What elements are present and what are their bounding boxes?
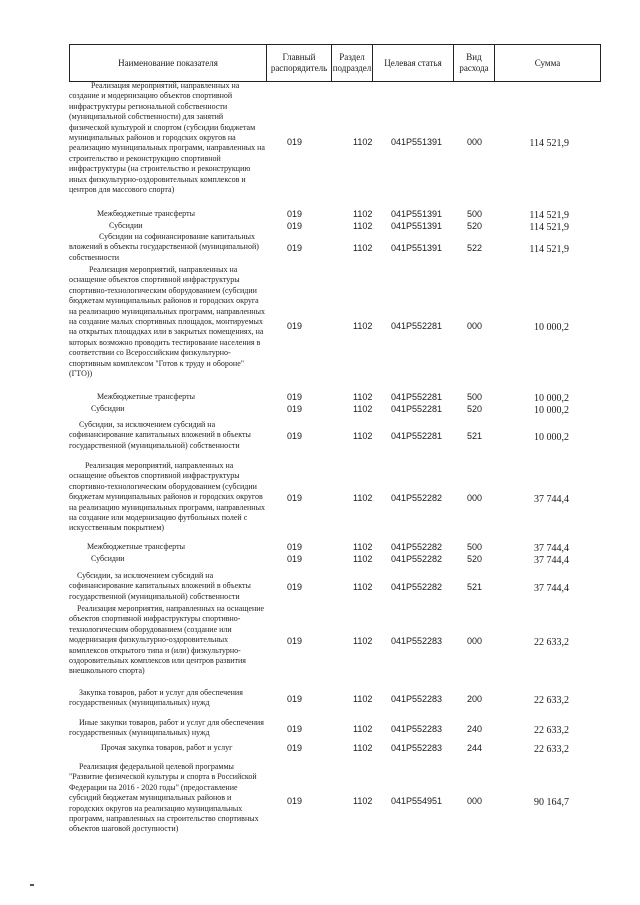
row-section: 1102	[353, 724, 373, 734]
row-description: Межбюджетные трансферты	[97, 392, 195, 401]
header-section: Раздел подраздел	[332, 45, 373, 81]
row-expense-type: 000	[467, 321, 483, 331]
row-sum: 37 744,4	[534, 583, 569, 594]
row-description: Реализация федеральной целевой программы "Развитие физической культуры и спорта в Российской Федерации на 2016 - 2020 годы" (предоставление субсидий бюджетам муниципальных районов и городских округов на реализацию муниципальных программ, направленных на строительство спортивных объектов шаговой доступности)	[69, 762, 259, 834]
row-main-distributor: 019	[287, 582, 303, 592]
row-description: Реализация мероприятий, направленных на оснащение объектов спортивной инфраструктуры спортивно-технологическим оборудованием (субсидии бюджетам муниципальных районов и городских округа на реализацию муниципальных программ, направленных на создание малых спортивных площадок, монтируемых на открытых площадках или в закрытых помещениях, на которых возможно проводить тестирование населения в соответствии со Всероссийским физкультурно-спортивным комплексом "Готов к труду и обороне" (ГТО))	[69, 265, 265, 379]
row-main-distributor: 019	[287, 796, 303, 806]
row-sum: 37 744,4	[534, 555, 569, 566]
row-sum: 22 633,2	[534, 725, 569, 736]
row-target-item: 041P552282	[391, 493, 443, 503]
row-main-distributor: 019	[287, 404, 303, 414]
row-target-item: 041P552282	[391, 542, 443, 552]
row-expense-type: 000	[467, 137, 483, 147]
table-header	[69, 44, 601, 82]
row-target-item: 041P552281	[391, 321, 443, 331]
row-main-distributor: 019	[287, 743, 303, 753]
row-expense-type: 200	[467, 694, 483, 704]
row-description: Субсидии	[91, 554, 125, 563]
row-sum: 22 633,2	[534, 744, 569, 755]
row-sum: 37 744,4	[534, 543, 569, 554]
row-expense-type: 521	[467, 431, 483, 441]
row-sum: 22 633,2	[534, 637, 569, 648]
row-description: Межбюджетные трансферты	[97, 209, 195, 218]
row-target-item: 041P551391	[391, 221, 443, 231]
row-expense-type: 522	[467, 243, 483, 253]
scan-mark	[30, 884, 34, 886]
header-main-distributor: Главный распорядитель	[267, 45, 332, 81]
row-description: Субсидии	[91, 404, 125, 413]
row-main-distributor: 019	[287, 636, 303, 646]
row-section: 1102	[353, 137, 373, 147]
row-sum: 10 000,2	[534, 405, 569, 416]
row-section: 1102	[353, 694, 373, 704]
row-description: Субсидии на софинансирование капитальных вложений в объекты государственной (муниципальной) собственности	[69, 232, 259, 262]
row-target-item: 041P552282	[391, 582, 443, 592]
header-target-item: Целевая статья	[373, 45, 454, 81]
row-main-distributor: 019	[287, 542, 303, 552]
row-target-item: 041P551391	[391, 209, 443, 219]
row-section: 1102	[353, 743, 373, 753]
row-section: 1102	[353, 404, 373, 414]
row-sum: 114 521,9	[529, 222, 569, 233]
row-target-item: 041P551391	[391, 243, 443, 253]
header-sum: Сумма	[534, 57, 561, 68]
row-section: 1102	[353, 636, 373, 646]
row-description: Реализация мероприятия, направленных на оснащение объектов спортивной инфраструктуры спортивно-технологическим оборудованием (создание или модернизация физкультурно-оздоровительных комплексов открытого типа и (или) физкультурно-оздоровительных комплексов или центров развития внешкольного спорта)	[69, 604, 265, 676]
row-description: Межбюджетные трансферты	[87, 542, 185, 551]
row-section: 1102	[353, 582, 373, 592]
row-expense-type: 244	[467, 743, 483, 753]
row-sum: 114 521,9	[529, 210, 569, 221]
row-section: 1102	[353, 209, 373, 219]
row-target-item: 041P552281	[391, 431, 443, 441]
row-description: Субсидии	[109, 221, 143, 230]
row-sum: 114 521,9	[529, 244, 569, 255]
row-expense-type: 500	[467, 209, 483, 219]
row-target-item: 041P552281	[391, 392, 443, 402]
row-description: Закупка товаров, работ и услуг для обеспечения государственных (муниципальных) нужд	[69, 688, 243, 708]
row-main-distributor: 019	[287, 137, 303, 147]
row-section: 1102	[353, 796, 373, 806]
row-main-distributor: 019	[287, 209, 303, 219]
row-section: 1102	[353, 542, 373, 552]
row-target-item: 041P552283	[391, 694, 443, 704]
row-main-distributor: 019	[287, 493, 303, 503]
row-description: Реализация мероприятий, направленных на создание и модернизацию объектов спортивной инфраструктуры региональной собственности (муниципальной собственности) для занятий физической культурой и спортом (субсидии бюджетам муниципальных районов и городских округов на реализацию муниципальных программ, направленных на строительство и реконструкцию спортивной инфраструктуры (на строительство и реконструкцию иных физкультурно-оздоровительных комплексов и центров для массового спорта)	[69, 81, 265, 195]
row-expense-type: 000	[467, 796, 483, 806]
row-target-item: 041P552283	[391, 724, 443, 734]
row-expense-type: 520	[467, 221, 483, 231]
row-description: Субсидии, за исключением субсидий на софинансирование капитальных вложений в объекты государственной (муниципальной) собственности	[69, 571, 251, 601]
row-target-item: 041P552283	[391, 636, 443, 646]
row-target-item: 041P552281	[391, 404, 443, 414]
row-main-distributor: 019	[287, 694, 303, 704]
row-sum: 10 000,2	[534, 432, 569, 443]
row-target-item: 041P551391	[391, 137, 443, 147]
row-expense-type: 240	[467, 724, 483, 734]
row-expense-type: 520	[467, 554, 483, 564]
row-expense-type: 500	[467, 542, 483, 552]
row-main-distributor: 019	[287, 431, 303, 441]
row-main-distributor: 019	[287, 392, 303, 402]
row-sum: 22 633,2	[534, 695, 569, 706]
row-sum: 10 000,2	[534, 322, 569, 333]
row-section: 1102	[353, 431, 373, 441]
row-section: 1102	[353, 392, 373, 402]
row-description: Реализация мероприятий, направленных на оснащение объектов спортивной инфраструктуры спортивно-технологическим оборудованием (субсидии бюджетам муниципальных районов и городских округов на реализацию муниципальных программ, направленных на создание или модернизацию футбольных полей с искусственным покрытием)	[69, 461, 265, 533]
header-expense-type: Вид расхода	[454, 45, 495, 81]
row-sum: 10 000,2	[534, 393, 569, 404]
row-description: Прочая закупка товаров, работ и услуг	[101, 743, 233, 752]
row-section: 1102	[353, 221, 373, 231]
row-main-distributor: 019	[287, 221, 303, 231]
row-expense-type: 000	[467, 636, 483, 646]
row-expense-type: 500	[467, 392, 483, 402]
row-description: Иные закупки товаров, работ и услуг для обеспечения государственных (муниципальных) нужд	[69, 718, 264, 738]
row-main-distributor: 019	[287, 554, 303, 564]
row-sum: 37 744,4	[534, 494, 569, 505]
row-expense-type: 000	[467, 493, 483, 503]
row-description: Субсидии, за исключением субсидий на софинансирование капитальных вложений в объекты государственной (муниципальной) собственности	[69, 420, 251, 450]
row-target-item: 041P554951	[391, 796, 443, 806]
row-section: 1102	[353, 554, 373, 564]
row-sum: 114 521,9	[529, 138, 569, 149]
row-sum: 90 164,7	[534, 797, 569, 808]
row-main-distributor: 019	[287, 243, 303, 253]
row-section: 1102	[353, 243, 373, 253]
row-main-distributor: 019	[287, 724, 303, 734]
row-section: 1102	[353, 493, 373, 503]
row-expense-type: 520	[467, 404, 483, 414]
row-target-item: 041P552283	[391, 743, 443, 753]
row-expense-type: 521	[467, 582, 483, 592]
row-target-item: 041P552282	[391, 554, 443, 564]
header-name: Наименование показателя	[70, 45, 267, 81]
row-main-distributor: 019	[287, 321, 303, 331]
row-section: 1102	[353, 321, 373, 331]
